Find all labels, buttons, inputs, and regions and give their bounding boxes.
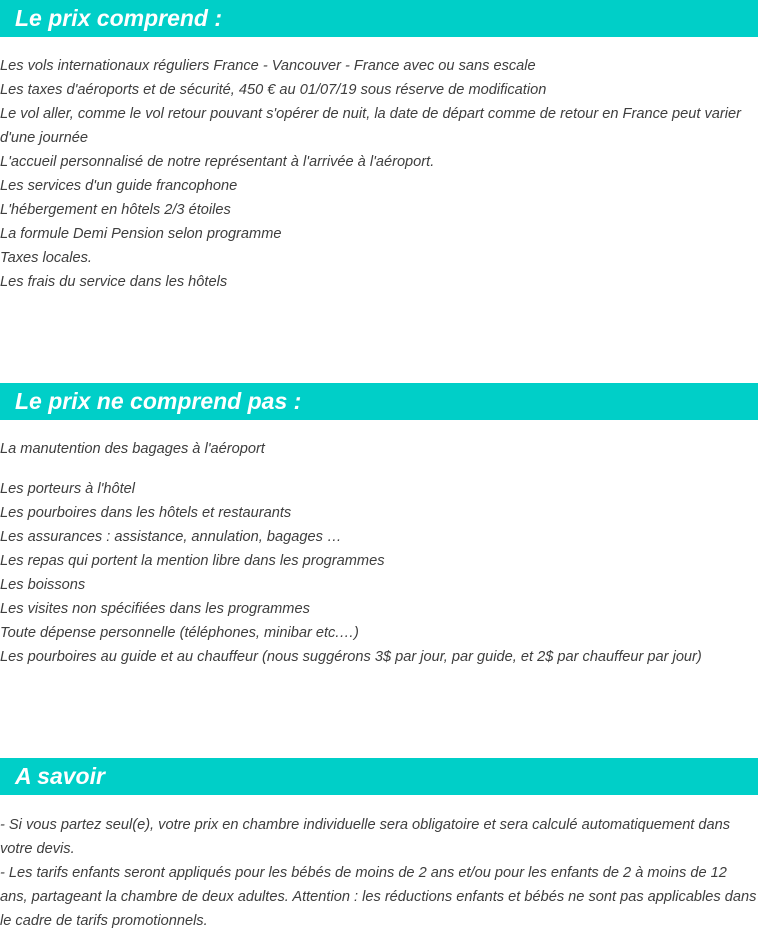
section-excludes [0,383,758,669]
list-item: Le vol aller, comme le vol retour pouvant s'opérer de nuit, la date de départ comme de retour en France peut varier d'une journée [0,106,741,146]
list-item: Les services d'un guide francophone [0,178,238,194]
list-item: L'accueil personnalisé de notre représentant à l'arrivée à l'aéroport. [0,154,435,170]
list-item: La formule Demi Pension selon programme [0,226,282,242]
includes-list [0,54,758,294]
list-item: Les vols internationaux réguliers France - Vancouver - France avec ou sans escale [0,58,536,74]
section-heading: A savoir [0,758,758,795]
list-item: Les assurances : assistance, annulation, bagages … [0,529,342,545]
list-item: - Les tarifs enfants seront appliqués pour les bébés de moins de 2 ans et/ou pour les enfants de 2 à moins de 12 ans, partageant la chambre de deux adultes. Attention : les réductions enfants et bébés ne sont pas applicables dans le cadre de tarifs promotionnels. [0,865,757,929]
list-item: Les visites non spécifiées dans les programmes [0,601,310,617]
list-item: Les frais du service dans les hôtels [0,274,228,290]
list-item: L'hébergement en hôtels 2/3 étoiles [0,202,231,218]
list-item: Les porteurs à l'hôtel [0,481,136,497]
section-heading: Le prix ne comprend pas : [0,383,758,420]
list-item: Toute dépense personnelle (téléphones, minibar etc.…) [0,625,359,641]
section-includes [0,0,758,294]
list-item: - Si vous partez seul(e), votre prix en chambre individuelle sera obligatoire et sera calculé automatiquement dans votre devis. [0,817,731,857]
list-item: Taxes locales. [0,250,92,266]
good-to-know-list [0,813,758,933]
list-item: Les pourboires au guide et au chauffeur (nous suggérons 3$ par jour, par guide, et 2$ par chauffeur par jour) [0,649,702,665]
section-heading: Le prix comprend : [0,0,758,37]
list-item: Les pourboires dans les hôtels et restaurants [0,505,292,521]
list-item: Les taxes d'aéroports et de sécurité, 450 € au 01/07/19 sous réserve de modification [0,82,547,98]
list-item: La manutention des bagages à l'aéroport [0,441,265,457]
excludes-list [0,437,758,669]
list-item: Les repas qui portent la mention libre dans les programmes [0,553,385,569]
section-good-to-know [0,758,758,933]
list-item: Les boissons [0,577,86,593]
